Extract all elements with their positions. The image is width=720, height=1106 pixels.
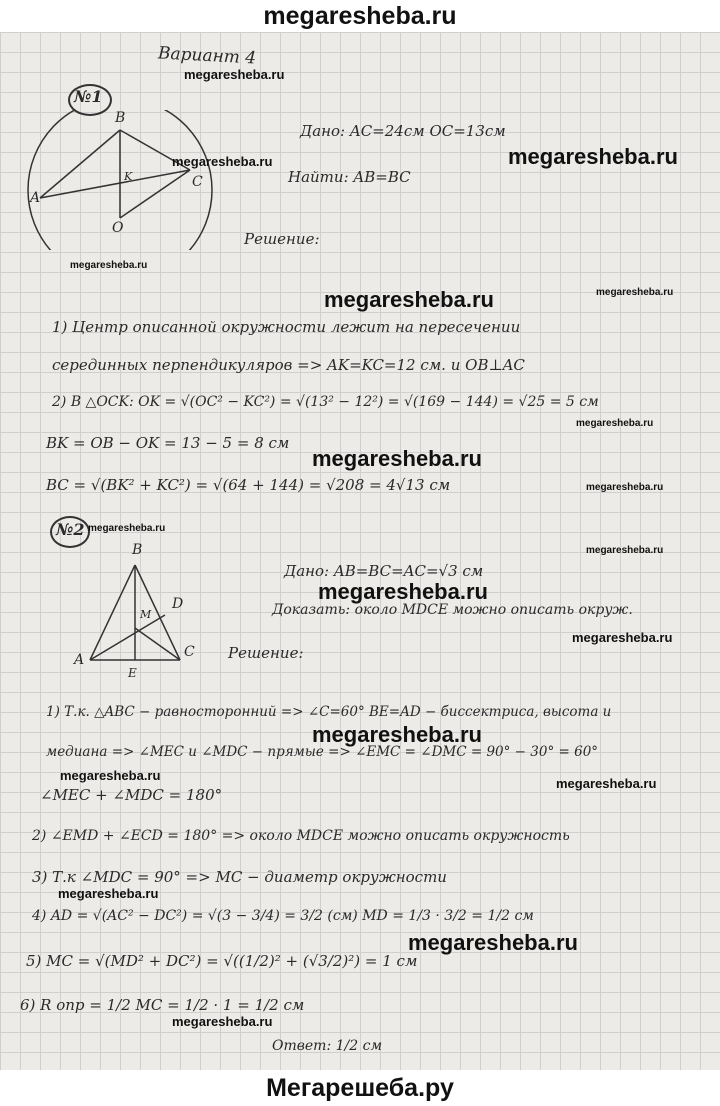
task2-line-1: 1) Т.к. △ABC − равносторонний => ∠C=60° BE=AD − биссектриса, высота и <box>46 704 612 720</box>
task2-label-c: C <box>184 644 195 660</box>
task1-label-a: A <box>30 190 41 206</box>
side-ac <box>40 170 190 198</box>
task2-line-7: 5) MC = √(MD² + DC²) = √((1/2)² + (√3/2)²) = 1 см <box>26 952 418 970</box>
watermark: megaresheba.ru <box>508 144 678 169</box>
task1-given: Дано: AC=24см OC=13см <box>300 122 506 140</box>
watermark: megaresheba.ru <box>408 930 578 955</box>
watermark: megaresheba.ru <box>172 1014 273 1029</box>
site-footer[interactable] <box>0 1070 720 1106</box>
task1-line-1: 1) Центр описанной окружности лежит на пересечении <box>52 318 521 336</box>
watermark: megaresheba.ru <box>58 886 159 901</box>
task1-label-c: C <box>192 174 203 190</box>
site-header[interactable] <box>0 0 720 32</box>
task2-line-4: 2) ∠EMD + ∠ECD = 180° => около MDCE можно описать окружность <box>32 828 570 844</box>
watermark: megaresheba.ru <box>586 482 664 493</box>
task2-line-2: медиана => ∠MEC и ∠MDC − прямые => ∠EMC = ∠DMC = 90° − 30° = 60° <box>46 744 599 760</box>
task2-line-6: 4) AD = √(AC² − DC²) = √(3 − 3/4) = 3/2 (см) MD = 1/3 · 3/2 = 1/2 см <box>32 908 534 924</box>
site-header-text: megaresheba.ru <box>263 2 457 30</box>
side-ab <box>40 130 120 198</box>
task2-line-3: ∠MEC + ∠MDC = 180° <box>40 786 223 804</box>
variant-title: Вариант 4 <box>157 43 257 69</box>
task2-given: Дано: AB=BC=AC=√3 см <box>284 562 484 580</box>
task1-line-2: серединных перпендикуляров => AK=KC=12 см. и OB⊥AC <box>52 356 525 374</box>
task2-label-b: B <box>132 542 143 558</box>
watermark: megaresheba.ru <box>70 260 148 271</box>
task1-find: Найти: AB=BC <box>288 168 411 186</box>
task1-line-4: BK = OB − OK = 13 − 5 = 8 см <box>46 434 290 452</box>
watermark: megaresheba.ru <box>312 446 482 471</box>
task2-label-e: E <box>128 666 137 680</box>
watermark: megaresheba.ru <box>60 768 161 783</box>
watermark: megaresheba.ru <box>596 287 674 298</box>
watermark: megaresheba.ru <box>88 523 166 534</box>
task1-solution-title: Решение: <box>244 230 320 248</box>
watermark: megaresheba.ru <box>318 579 488 604</box>
task1-line-3: 2) В △OCK: OK = √(OC² − KC²) = √(13² − 12²) = √(169 − 144) = √25 = 5 см <box>52 394 599 410</box>
watermark: megaresheba.ru <box>324 287 494 312</box>
task1-number: №1 <box>74 87 103 106</box>
watermark: megaresheba.ru <box>586 545 664 556</box>
task2-number: №2 <box>56 520 85 539</box>
task2-label-a: A <box>74 652 85 668</box>
task1-label-b: B <box>115 110 126 126</box>
watermark: megaresheba.ru <box>556 776 657 791</box>
task2-line-8: 6) R опр = 1/2 MC = 1/2 · 1 = 1/2 см <box>20 996 305 1014</box>
task2-solution-title: Решение: <box>228 644 304 662</box>
watermark: megaresheba.ru <box>312 722 482 747</box>
task2-answer: Ответ: 1/2 см <box>272 1038 383 1054</box>
task2-prove: Доказать: около MDCE можно описать окруж. <box>272 602 633 618</box>
task1-label-k: K <box>124 170 133 183</box>
task1-line-5: BC = √(BK² + KC²) = √(64 + 144) = √208 = 4√13 см <box>46 476 451 494</box>
watermark: megaresheba.ru <box>576 418 654 429</box>
notebook-page <box>0 32 720 1070</box>
site-footer-text: Мегарешеба.ру <box>266 1074 454 1102</box>
task1-label-o: O <box>112 220 124 236</box>
watermark: megaresheba.ru <box>184 67 285 82</box>
task2-label-d: D <box>172 596 184 612</box>
watermark: megaresheba.ru <box>572 630 673 645</box>
task2-line-5: 3) Т.к ∠MDC = 90° => MC − диаметр окружности <box>32 868 447 886</box>
watermark: megaresheba.ru <box>172 154 273 169</box>
task2-label-m: M <box>140 608 152 621</box>
